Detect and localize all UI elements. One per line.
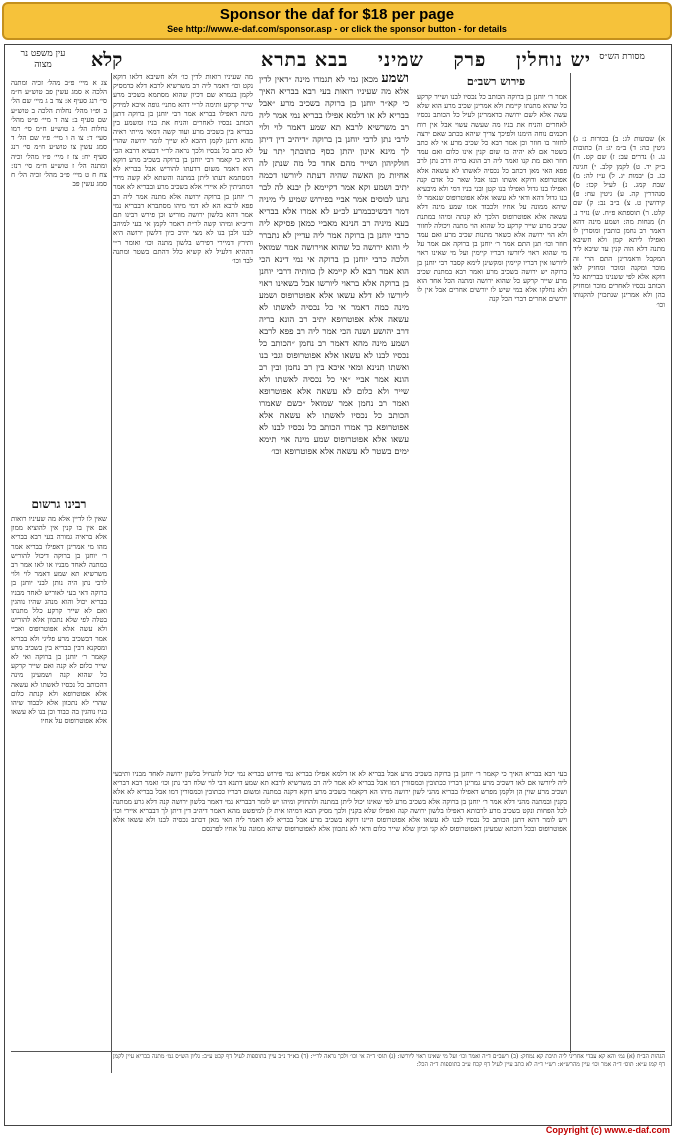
notes-text: הגהות הב״ח (א) גמ׳ והא קא עבדי אחריני ליה תיבת קא נמחק: (ב) רשב״ם ד״ה ואמר וכו׳ ועל מי שאינו ראוי ליורשו: (ג) תוס׳ ד״ה אי וכו׳ ולכך נראה לר״י: (ד) בא״ד נ״ב עיין בתוספות לעיל דף קכט ע״ב: גליון הש״ס גמ׳ מתנה בבריא עיין לקמן דף קמז ע״א: תוס׳ ד״ה אמר וכו׳ עיין מהרש״א: רש״י ד״ה לא כתב עיין לעיל דף קכח ע״ב בתוספות ד״ה הכל: bbox=[113, 1053, 665, 1068]
bottom-commentary-text: בעי רבא בבריא האיך כי קאמר ר׳ יוחנן בן ברוקה בשכיב מרע אבל בבריא לא או דלמא אפילו בבריא נמי פירוש בבריא נמי יכול להנחיל בלשון ירושה לאחד מבניו ותיבעי ליה ליורשו אם לאו דשכיב מרע גמרינן דבריו ככתובין וכמסורין דמו אבל בבריא לא אמר ליה רב משרשיא לרבא תא שמע דתנא דבי לוי שלח רבי נתן וכו׳ ואמר רבא דבריא ושכיב מרע שוין הן ולקמן מפרש דאפילו בבריא מהני לשון ירושה מיהו הא דקאמר בשכיב מרע דוקא דקנה במתנה ומשום דבריו ככתובין וכמסורין דמו אבל בבריא לא אלא בקנין ובמתנה מהני דלא אמר ר׳ יוחנן בן ברוקה אלא בשכיב מרע לפי שאינו יכול ליתן במתנה ולהחזיק ומיהו יש לומר דבבריא נמי דאמר בלשון ירושה קנה דלא גרע ממתנה לכל הפחות ונקט בשכיב מרע לרבותא דאפילו בלשון ירושה קנה ואפילו שלא בקנין ולכך מסיק הכא דמיהו אית לן למיפשט מהא דאמר דיהיב דין דיתן לך דבבריא איירי וכו׳ ויש לומר דהא דתנן הכותב כל נכסיו לבנו לא עשאו אלא אפוטרופוס היינו דוקא בשכיב מרע אבל בבריא לא דאמר ליה האי מאן דכתב נכסיה לבנו ולא עשאו אלא אפוטרופוס ובכל דוכתא שמעינן דאפוטרופוס לא קני וכיון שלא שייר כלום ודאי לא נתכוון אלא לאפוטרופוס שיהא ממונה על אחיו לפרנסם bbox=[113, 770, 567, 834]
notes-divider bbox=[11, 1051, 665, 1052]
copyright-link[interactable]: Copyright (c) www.e-daf.com bbox=[545, 1125, 670, 1135]
bottom-commentary bbox=[113, 770, 567, 1050]
header-word: יש נוחלין bbox=[515, 49, 591, 71]
margin-right-text: א) שבועות לג: ב) בכורות נ: ג) גיטין כה: ד) ב״מ יג: ה) כתובות נג. ו) נדרים עב: ז) שם קט. ח) ב״ק יד. ט) לקמן קלב. י) חגיגה כג. כ) יבמות יג. ל) ע״ז לה: מ) שבת קמג. נ) לעיל קכז: ס) סנהדרין קה. ע) גיטין עח: פ) קידושין ט. צ) ב״ב נב: ק) שם קלט. ר) תוספתא פ״ח. ש) נזיר נ. ת) מנחות מה: ושמע מינה דהא דאמר רב נחמן כותבין ומוסרין לו ואפילו ליתא קמן ולא חשיבא מתנה דלא הוה קנין עד שיבא ליד המקבל ודאמרינן התם הרי זה מוכר ומקנה ומוכר ומחזיק לאו דוקא אלא לפי ששנינו בבריתא כל הכותב נכסיו לאחרים מוכר ומחזיק בהן ולא אמרינן שנתכוין להקנותו וכו׳ bbox=[573, 135, 665, 309]
sponsor-subtitle[interactable]: See http://www.e-daf.com/sponsor.asp - or click the sponsor button - for details bbox=[167, 24, 507, 34]
folio-number: קלא bbox=[91, 49, 123, 71]
gemara-text: מכאן גמי לא תגמרו מינה ״דאין לדין אלא מה שעיניו רואות בעי רבא בבריא האיך כי קא״ר יוחנן בן ברוקה בשכיב מרע ״אבל בבריא לא או דלמא אפילו בבריא נמי אמר ליה רב משרשיא לרבא תא שמע דאמר לוי ולוי לרבי נתן לרבי יוחנן בן ברוקה ״דיהיב דין דיתן לך מינא אינון יהתן כסף כתובתך יתר על חולקיהון ושייר מהם אחד כל מה שנתן לה אחיות מן האשה שהיה דעתה ליורשו דכמה יתיב ושמע וקא אמר דקיימא לן יבנא לה לבר נתנו לבוסים אמר אביי בפירוש שמיע לי מיניה דמר דבשיכבמרע לכ״ע לא אמרו אלא בבריא בעא מיניה רב חנינא מאביי כמאן פסיקא ליה כרבי יוחנן בן ברוקה אמר ליה עדיין לא נתברר לי והוא ירושה כל שהוא אוירושה אמר שמואל הלכה כרבי יוחנן בן ברוקה אי נמי דינא הכי הוא אמר רבא לא קיימא לן כוותיה דרבי יוחנן בן ברוקה אלא בראוי ליורשו אבל בשאינו ראוי ליורשו לא דלא עשאו אלא אפוטרופוס ושמע מינה כמה דאמר אי כל נכסיה לאשתו לא עשאה אלא אפוטרופא יתיב רב הונא בריה דרב יהושע ושנה הכי אמר ליה רב פפא לרבא ושמע מינה מהא דאמר רב נחמן ״הכותב כל נכסיו לבנו לא עשאו אלא אפוטרופוס וגבי בנו ואשתו תנינא ומאי איכא בין רב נחמן ובין רב הונא אמר אביי ״אי כל נכסיה לאשתו ולא שייר ולא כלום לא עשאה אלא אפוטרופא ואמר רב נחמן אמר שמואל ״כשם שאמרו הכותב כל נכסיו לאשתו לא עשאה אלא אפוטרופא כך אמרו הכותב כל נכסיו לבנו לא עשאו אלא אפוטרופוס שמע מינה אוי תימא ימים בשטר לא עשאה אלא אפוטרופא וכו׳ bbox=[259, 75, 409, 457]
rashbam-text: אמר ר׳ יוחנן בן ברוקה הכותב כל נכסיו לבנו ושייר קרקע כל שהוא מתנתו קיימת ולא אמרינן שכיב מרע הוא שלא עשה אלא לשם ירושה כדאמרינן לעיל כל הכותב נכסיו לאחרים והניח את בניו מה שעשה עשוי אבל אין רוח חכמים נוחה הימנו ולפיכך צריך שיהא בכתב שאם ירצה לחזור בו חוזר וכן אמר רבא כל שכיב מרע אי לא כתב בשטר אם לא יהיה בו שום קנין אינו כלום ואם עמד חוזר ואם מת קנו ואמר ליה רב הונא בריה דרב נתן לרב פפא האי מאן דכתב כל נכסיה לאשתו לא עשאה אלא אפוטרופא ודוקא אשתו ובנו אבל שאר כל אדם קנה ואפילו בנו גדול ואפילו בנו קטן ובני בניו דמי ולא מיבעיא בנו גדול דהא ודאי לא עשאו אלא אפוטרופוס שנאמר לו שיהא ממונה על אחיו ולכבוד אמו שמע מינה דלא עשאה אלא אפוטרופוס הלכך לא קנתה ומיהו במתנת שכיב מרע שייר קרקע כל שהוא הוי מתנה ויכולה לחזור ולא הוי ירושה אלא כשאר מתנות שכיב מרע ואם עמד חוזר וכו׳ תנן התם אמר ר׳ יוחנן בן ברוקה אם אמר על מי שהוא ראוי ליורשו דבריו קיימין ועל מי שאינו ראוי ליורשו אין דבריו קיימין ומקשינן לימא קסבר רבי יוחנן בן ברוקה יש ירושה בשכיב מרע ואמר רבא במתנת שכיב מרע שייר קרקע כל שהוא ירושה ומתנה הכל אחד הוא ולא נחלקו אלא במי שיש לו יורשים אחרים אבל אין לו יורשים אחרים דברי הכל קנה bbox=[417, 93, 567, 304]
gershom-column bbox=[11, 515, 107, 1070]
masoret-hashas-label: מסורת הש״ס bbox=[599, 52, 645, 62]
gershom-text: שאין לו לדיין אלא מה שעיניו רואות אם אין בו קנין אין להוציא ממון אלא בראיה גמורה בעי רבא בבריא מהו מי אמרינן דאפילו בבריא אמר ר׳ יוחנן בן ברוקה דיכול להוריש במתנה לאחד מבניו או לאו אמר רב משרשיא תא שמע דאמר לוי ולוי לרבי נתן היה נותן לבני יוחנן בן ברוקה דאי בעי לאוריש לאחד מבניו בבריא יכול והוא מנהג שהיו נוהגין ואם לא שייר קרקע כלל מתנתו בטלה לפי שלא נתכוון אלא להוריש ולא עשה אלא אפוטרופוס ואביי אמר דבשכיב מרע פליגי ולא בבריא ומסקנא דבין בבריא בין בשכיב מרע קאמר ר׳ יוחנן בן ברוקה ואי לא שייר כלום לא קנה ואם שייר קרקע כל שהוא קנה ושמעינן מינה דהכותב כל נכסיו לאשתו לא עשאה אלא אפוטרופא ולא קנתה כלום שהרי לא נתכוון אלא לכבוד שיהו בניו נוהגין בה כבוד וכן בנו לא עשאו אלא אפוטרופוס על אחיו bbox=[11, 515, 107, 726]
tosafot-column bbox=[113, 73, 253, 788]
column-divider bbox=[570, 73, 571, 1053]
sponsor-title[interactable]: Sponsor the daf for $18 per page bbox=[219, 6, 455, 23]
talmud-page bbox=[4, 44, 672, 1126]
margin-right-column bbox=[573, 135, 665, 625]
sponsor-banner[interactable] bbox=[2, 2, 672, 40]
header-word: שמיני bbox=[378, 49, 424, 71]
ein-mishpat-text: צג א מיי׳ פ״ב מהל׳ זכיה ומתנה הלכה א סמג עשין פב טוש״ע ח״מ סי׳ רנג סעיף א: צד ב ג מיי׳ שם הל׳ ב ופ״ו מהל׳ נחלות הלכה ב טוש״ע שם סעיף ב: צה ד מיי׳ פ״ט מהל׳ נחלות הל׳ ג טוש״ע ח״מ סי׳ רמו סעי׳ ד: צו ה ו מיי׳ פ״ו שם הל׳ ד סמג עשין צו טוש״ע ח״מ סי׳ רנג סעיף יח: צז ז מיי׳ פ״ו מהל׳ זכיה ומתנה הל׳ ז טוש״ע ח״מ סי׳ רנז: צח ח ט מיי׳ פ״ב מהל׳ זכיה הל׳ ח סמג עשין פב bbox=[11, 79, 107, 189]
header-word: בבא בתרא bbox=[261, 49, 349, 71]
gershom-title: רבינו גרשום bbox=[31, 497, 87, 511]
ein-mishpat-column bbox=[11, 79, 107, 479]
rashbam-title: פירוש רשב״ם bbox=[466, 75, 526, 88]
gemara-column bbox=[259, 73, 409, 763]
column-divider bbox=[111, 73, 112, 1073]
header-word: פרק bbox=[453, 49, 487, 71]
ein-mishpat-label: עין משפט נר מצוה bbox=[20, 49, 66, 70]
chapter-header bbox=[261, 49, 591, 71]
notes-section bbox=[113, 1053, 665, 1103]
gemara-lead-word: ושמע bbox=[381, 73, 409, 86]
rashbam-column bbox=[417, 93, 567, 788]
tosafot-text: מה שעיניו רואות לדין כו׳ ולא חשיבא דלאו דוקא נקט וכו׳ דאמר ליה רב משרשיא לרבא דלא כדמסיק לקמן בגמרא שם דכיון שהוא מסתמא בשכיב מרע שייר קרקע ותימה לר״י דהא מתני׳ גופה איכא למידק מינה דאפילו בבריא אמר רבי יוחנן בן ברוקה דתנן הכותב נכסיו לאחרים והניח את בניו ומשמע בין בבריא בין בשכיב מרע ועוד קשה דמאי מייתי ראיה מהא דתנן לקמן דהכא לא שייך לומר ירושה שהרי לא כתב כל נכסיו ולכך נראה לר״י דבעיא דרבא הכי היא כי קאמר רבי יוחנן בן ברוקה בשכיב מרע דוקא הוא דאמר משום דדעתו להוריש אבל בבריא לא דמסתמא דעתו ליתן במתנה והשתא לא קשה מידי דמתניתין לא איירי אלא בשכיב מרע ובבריא לא אמר ר׳ יוחנן בן ברוקה ירושה אלא מתנה אמר ליה רב פפא לרבא הא לא דמי מיהו מסתברא דבבריא נמי אמר דהא בלשון ירושה מוריש וכן פירש רבינו תם וריב״א ומיהו קשה לר״ת דאמר לקמן אי בעי למיהב לבנו ולבן בנו לא מצי יהיב כיון דלשון ירושה היא ותירץ דמיירי דפירש בלשון מתנה וכו׳ ואומר ר״י דההיא דלעיל לא קשיא כלל דהתם בשטר ומתנה לבד וכו׳ bbox=[113, 73, 253, 266]
